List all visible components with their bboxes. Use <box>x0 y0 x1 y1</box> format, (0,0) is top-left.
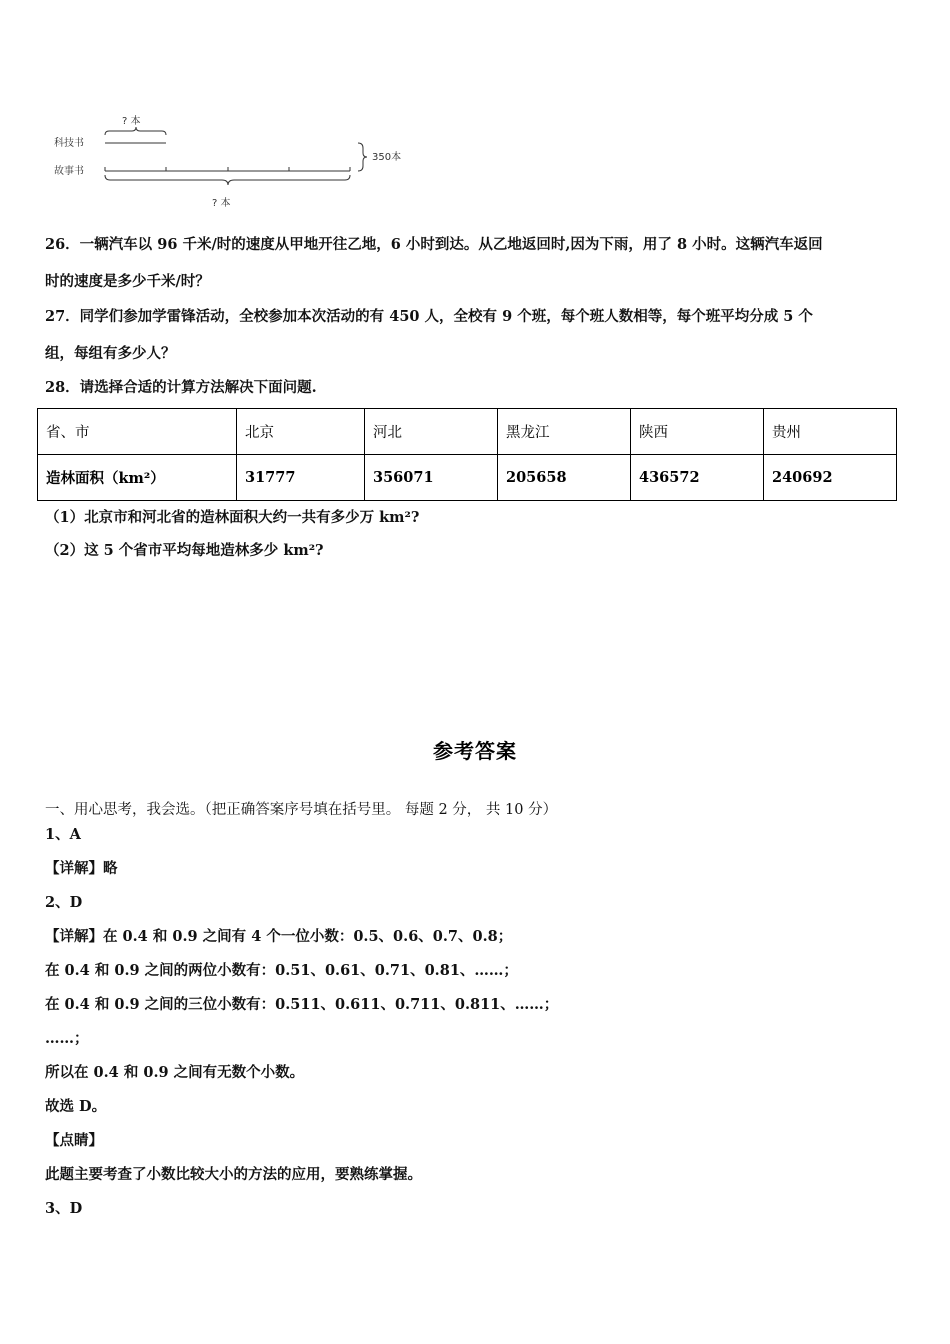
table-row <box>38 409 897 455</box>
brace-top <box>105 127 166 135</box>
answer-2: 2、D <box>45 894 83 911</box>
answers-title: 参考答案 <box>433 739 517 763</box>
answer-1: 1、A <box>45 826 81 843</box>
sub-question-2: （2）这 5 个省市平均每地造林多少 km²? <box>45 542 324 559</box>
diagram-label-top: ? 本 <box>122 116 141 127</box>
table-cell: 356071 <box>365 455 498 501</box>
table-cell: 陕西 <box>631 409 764 455</box>
table-cell: 31777 <box>237 455 365 501</box>
table-cell: 205658 <box>498 455 631 501</box>
answer-2-detail-4: ……； <box>45 1030 89 1047</box>
answers-section-1: 一、用心思考，我会选。（把正确答案序号填在括号里。 每题 2 分， 共 10 分） <box>45 802 558 818</box>
answer-2-detail-3: 在 0.4 和 0.9 之间的三位小数有：0.511、0.611、0.711、0.811、……； <box>45 996 559 1013</box>
answer-2-point-label: 【点睛】 <box>45 1132 103 1149</box>
sub-question-1: （1）北京市和河北省的造林面积大约一共有多少万 km²? <box>45 509 420 526</box>
table-cell: 河北 <box>365 409 498 455</box>
diagram-label-row1: 科技书 <box>54 138 84 149</box>
question-27-line1: 27．同学们参加学雷锋活动，全校参加本次活动的有 450 人，全校有 9 个班，每个班人数相等，每个班平均分成 5 个 <box>45 308 813 325</box>
answer-1-detail: 【详解】略 <box>45 860 118 877</box>
answer-2-detail-2: 在 0.4 和 0.9 之间的两位小数有：0.51、0.61、0.71、0.81、……； <box>45 962 518 979</box>
table-cell: 贵州 <box>764 409 897 455</box>
answer-2-point-text: 此题主要考查了小数比较大小的方法的应用，要熟练掌握。 <box>45 1166 422 1183</box>
answer-2-detail-1: 【详解】在 0.4 和 0.9 之间有 4 个一位小数：0.5、0.6、0.7、0.8； <box>45 928 513 945</box>
answer-3: 3、D <box>45 1200 83 1217</box>
table-cell: 造林面积（km²） <box>38 455 237 501</box>
brace-bottom <box>105 175 350 185</box>
line-segment-diagram <box>40 105 440 220</box>
question-26-line1: 26．一辆汽车以 96 千米/时的速度从甲地开往乙地，6 小时到达。从乙地返回时,因为下雨，用了 8 小时。这辆汽车返回 <box>45 236 823 253</box>
table-cell: 省、市 <box>38 409 237 455</box>
brace-right <box>358 143 367 171</box>
table-cell: 436572 <box>631 455 764 501</box>
question-28: 28．请选择合适的计算方法解决下面问题. <box>45 379 317 396</box>
question-26-line2: 时的速度是多少千米/时？ <box>45 273 210 290</box>
table-row <box>38 455 897 501</box>
answer-2-detail-5: 所以在 0.4 和 0.9 之间有无数个小数。 <box>45 1064 305 1081</box>
diagram-label-row2: 故事书 <box>54 166 84 177</box>
table-cell: 黑龙江 <box>498 409 631 455</box>
afforestation-table <box>37 408 897 501</box>
diagram-label-total: 350本 <box>372 152 402 163</box>
table-cell: 北京 <box>237 409 365 455</box>
answer-2-detail-6: 故选 D。 <box>45 1098 107 1115</box>
table-cell: 240692 <box>764 455 897 501</box>
question-27-line2: 组，每组有多少人？ <box>45 345 176 362</box>
diagram-label-bottom: ? 本 <box>212 198 231 209</box>
